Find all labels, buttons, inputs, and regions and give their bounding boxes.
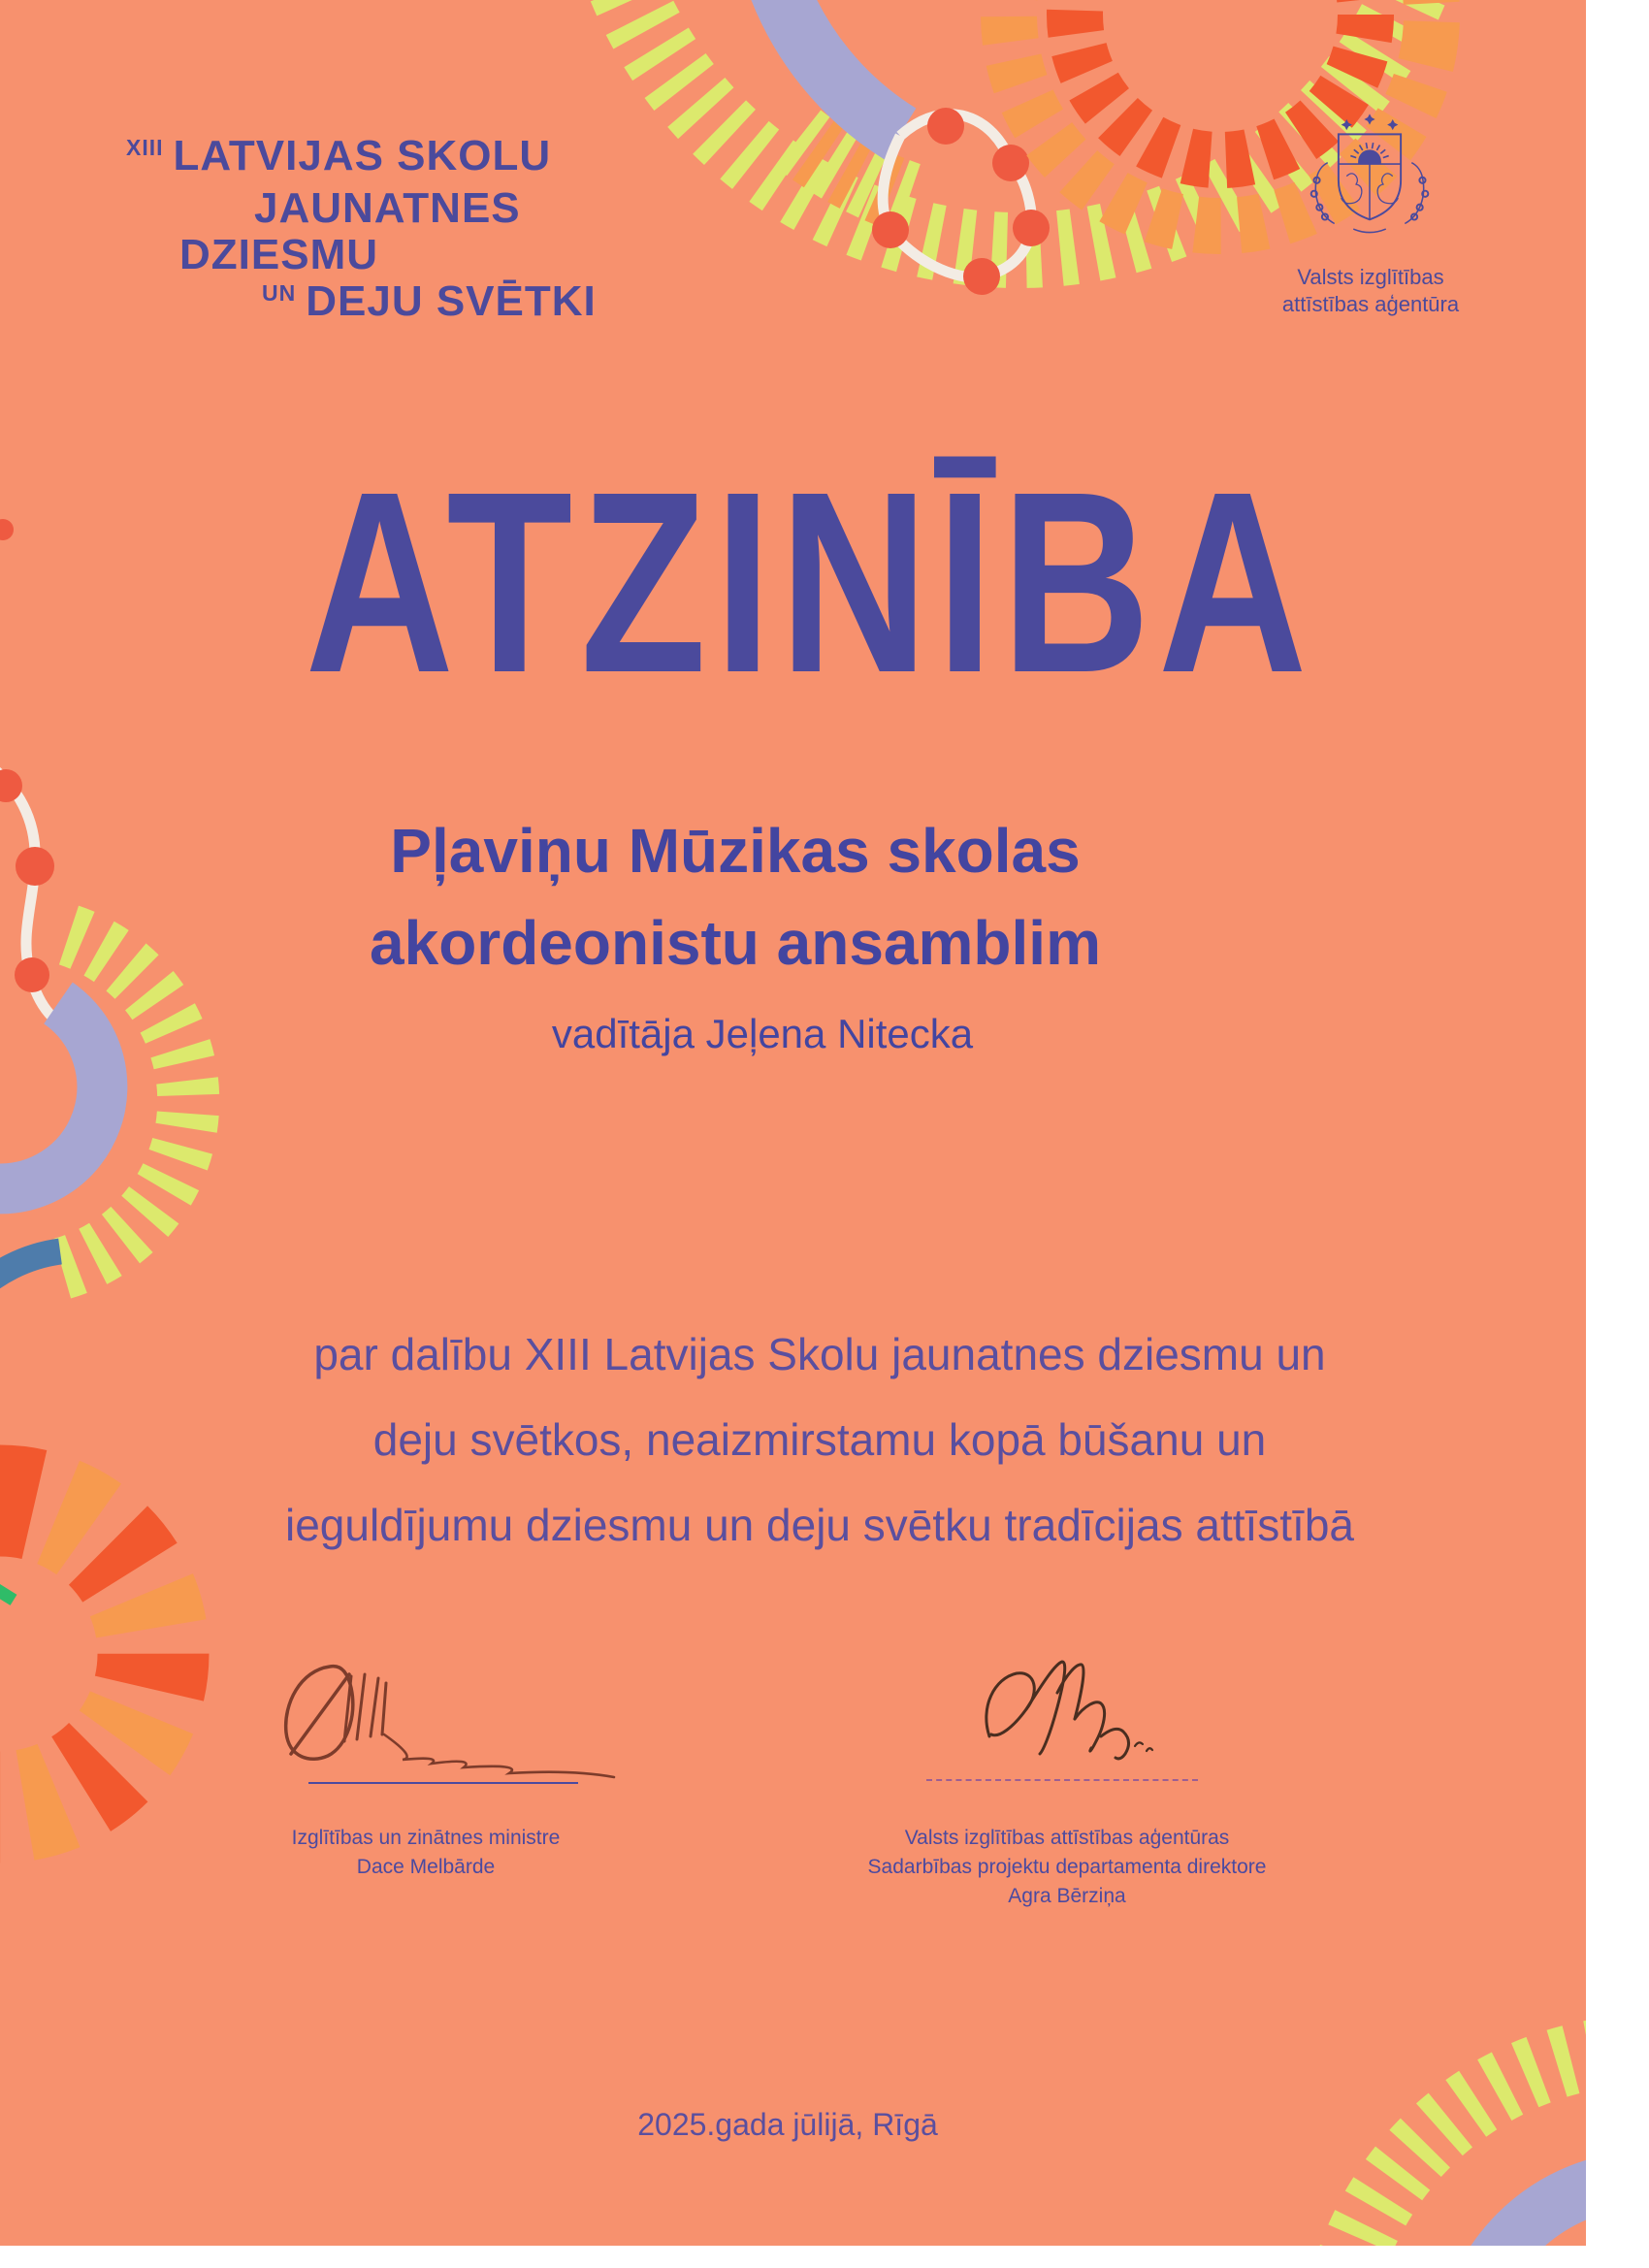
signature-line-left <box>308 1782 578 1784</box>
coat-of-arms-icon <box>1302 113 1438 256</box>
striped-fan-orange <box>798 139 913 200</box>
signatory-left-name: Dace Melbārde <box>356 1856 496 1878</box>
logo-numeral: XIII <box>126 135 164 160</box>
emblem-branch-base <box>1353 229 1386 232</box>
string-bead <box>15 957 49 992</box>
recipient-name-line-1: Pļaviņu Mūzikas skolas <box>390 816 1081 886</box>
striped-fan-lime <box>798 139 913 200</box>
logo-line-3: DZIESMU <box>179 231 378 278</box>
emblem-leaf <box>1422 191 1428 197</box>
citation-line-2: deju svētkos, neaizmirstamu kopā būšanu un <box>372 1414 1267 1465</box>
green-dash <box>0 1579 16 1605</box>
signature-scribble-right <box>965 1647 1198 1773</box>
logo-conjunction: UN <box>262 280 297 306</box>
date-place: 2025.gada jūlijā, Rīgā <box>637 2107 938 2142</box>
festival-logo <box>126 133 597 331</box>
citation-line-3: ieguldījumu dziesmu un deju svētku tradīcijas attīstībā <box>284 1500 1355 1550</box>
signature-line-right <box>926 1779 1198 1781</box>
emblem-star <box>1387 119 1398 130</box>
signatory-right-title-line-2: Sadarbības projektu departamenta direktore <box>867 1856 1267 1878</box>
emblem-lion <box>1342 174 1362 204</box>
emblem-leaf <box>1311 191 1317 197</box>
lavender-arc-left <box>0 1003 102 1188</box>
signatory-left <box>271 1824 581 1882</box>
signatory-right <box>815 1824 1319 1911</box>
certificate-title: ATZINĪBA <box>305 438 1315 727</box>
emblem-star <box>1364 113 1374 124</box>
string-bead <box>872 211 909 248</box>
lavender-arc-bottom <box>1463 2179 1586 2246</box>
emblem-griffin <box>1377 174 1398 204</box>
string-bead <box>927 108 964 145</box>
citation-line-1: par dalību XIII Latvijas Skolu jaunatnes dziesmu un <box>313 1329 1326 1379</box>
decoration-lower-left-ring <box>0 1501 153 1807</box>
logo-line-1-text: LATVIJAS SKOLU <box>173 132 552 179</box>
lime-striped-arc-left <box>45 935 188 1273</box>
agency-name <box>1225 264 1516 318</box>
signatory-right-name: Agra Bērziņa <box>1008 1885 1126 1907</box>
beaded-string-left <box>0 766 56 1021</box>
emblem-sun <box>1358 149 1381 164</box>
string-bead <box>16 847 54 886</box>
red-dot-edge <box>0 519 14 540</box>
orange-ray-ring-dark <box>0 1501 153 1807</box>
orange-ray-ring-light <box>0 1501 153 1807</box>
string-bead <box>0 769 22 802</box>
ensemble-leader: vadītāja Jeļena Nitecka <box>551 1011 974 1056</box>
signatory-left-title: Izglītības un zinātnes ministre <box>291 1827 561 1849</box>
logo-line-2: JAUNATNES <box>254 184 521 232</box>
signature-scribble-left <box>272 1647 630 1793</box>
lavender-arc-top <box>776 0 900 134</box>
logo-line-1 <box>126 133 597 185</box>
logo-line-4-text: DEJU SVĒTKI <box>306 277 597 325</box>
recipient-block <box>250 805 1220 1057</box>
string-bead <box>992 145 1029 181</box>
recipient-name-line-2: akordeonistu ansamblim <box>370 908 1101 978</box>
decoration-left-cluster <box>0 519 188 1296</box>
string-bead <box>1013 210 1050 246</box>
emblem-dividers <box>1339 164 1401 219</box>
string-bead <box>963 258 1000 295</box>
agency-name-line-2: attīstības aģentūra <box>1281 292 1460 316</box>
citation-text <box>213 1312 1426 1568</box>
beaded-string-loop <box>883 114 1031 277</box>
decoration-bottom-right <box>1334 2050 1586 2246</box>
logo-line-4 <box>262 278 597 331</box>
steel-blue-arc <box>0 1251 60 1296</box>
lime-striped-ring-bottom <box>1334 2050 1586 2246</box>
emblem-star <box>1342 119 1352 130</box>
signatory-right-title-line-1: Valsts izglītības attīstības aģentūras <box>904 1827 1230 1849</box>
agency-name-line-1: Valsts izglītības <box>1297 265 1444 289</box>
